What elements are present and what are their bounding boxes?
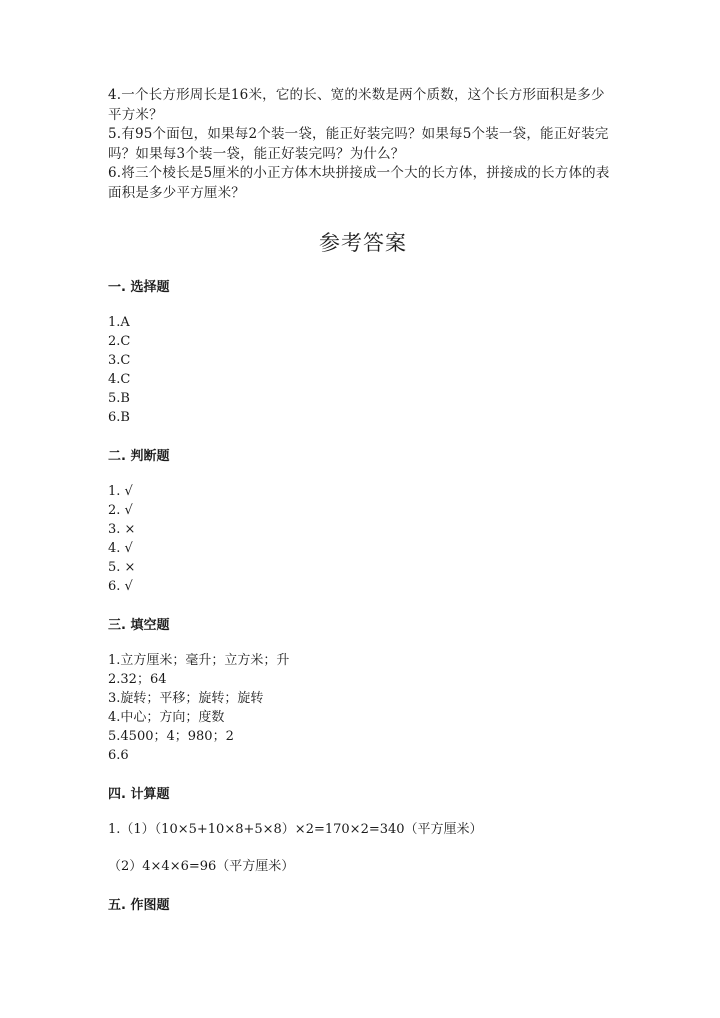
section-heading-fill: 三. 填空题 — [108, 618, 170, 633]
section-heading-calc: 四. 计算题 — [108, 787, 170, 802]
judge-answer-list — [108, 482, 618, 596]
list-item: 3.C — [108, 353, 131, 368]
list-item: 1.A — [108, 315, 130, 330]
list-item: 4. √ — [108, 541, 133, 556]
calc-answer-line-1: 1.（1）（10×5+10×8+5×8）×2=170×2=340（平方厘米） — [108, 822, 483, 837]
list-item: 6. √ — [108, 579, 133, 594]
list-item: 6.B — [108, 410, 130, 425]
section-heading-choice: 一. 选择题 — [108, 280, 170, 295]
list-item: 2.C — [108, 334, 131, 349]
list-item: 5.4500；4；980；2 — [108, 729, 234, 744]
list-item: 6.6 — [108, 748, 129, 763]
list-item: 5.B — [108, 391, 130, 406]
list-item: 2. √ — [108, 503, 133, 518]
question-6: 6.将三个棱长是5厘米的小正方体木块拼接成一个大的长方体，拼接成的长方体的表面积是多少平方厘米？ — [108, 165, 610, 201]
answer-page — [108, 86, 618, 913]
list-item: 1.立方厘米；毫升；立方米；升 — [108, 653, 290, 668]
question-4: 4.一个长方形周长是16米，它的长、宽的米数是两个质数，这个长方形面积是多少平方米？ — [108, 87, 605, 123]
answer-title: 参考答案 — [319, 231, 407, 255]
question-5: 5.有95个面包，如果每2个装一袋，能正好装完吗？如果每5个装一袋，能正好装完吗？如果每3个装一袋，能正好装完吗？为什么？ — [108, 126, 609, 162]
list-item: 3.旋转；平移；旋转；旋转 — [108, 691, 264, 706]
calc-answer-line-2: （2）4×4×6=96（平方厘米） — [108, 859, 295, 874]
choice-answer-list — [108, 313, 618, 427]
list-item: 2.32；64 — [108, 672, 167, 687]
list-item: 3. × — [108, 522, 136, 537]
section-heading-draw: 五. 作图题 — [108, 898, 170, 913]
list-item: 4.中心；方向；度数 — [108, 710, 225, 725]
list-item: 1. √ — [108, 484, 133, 499]
list-item: 4.C — [108, 372, 131, 387]
section-heading-judge: 二. 判断题 — [108, 449, 170, 464]
list-item: 5. × — [108, 560, 136, 575]
fill-answer-list — [108, 651, 618, 765]
